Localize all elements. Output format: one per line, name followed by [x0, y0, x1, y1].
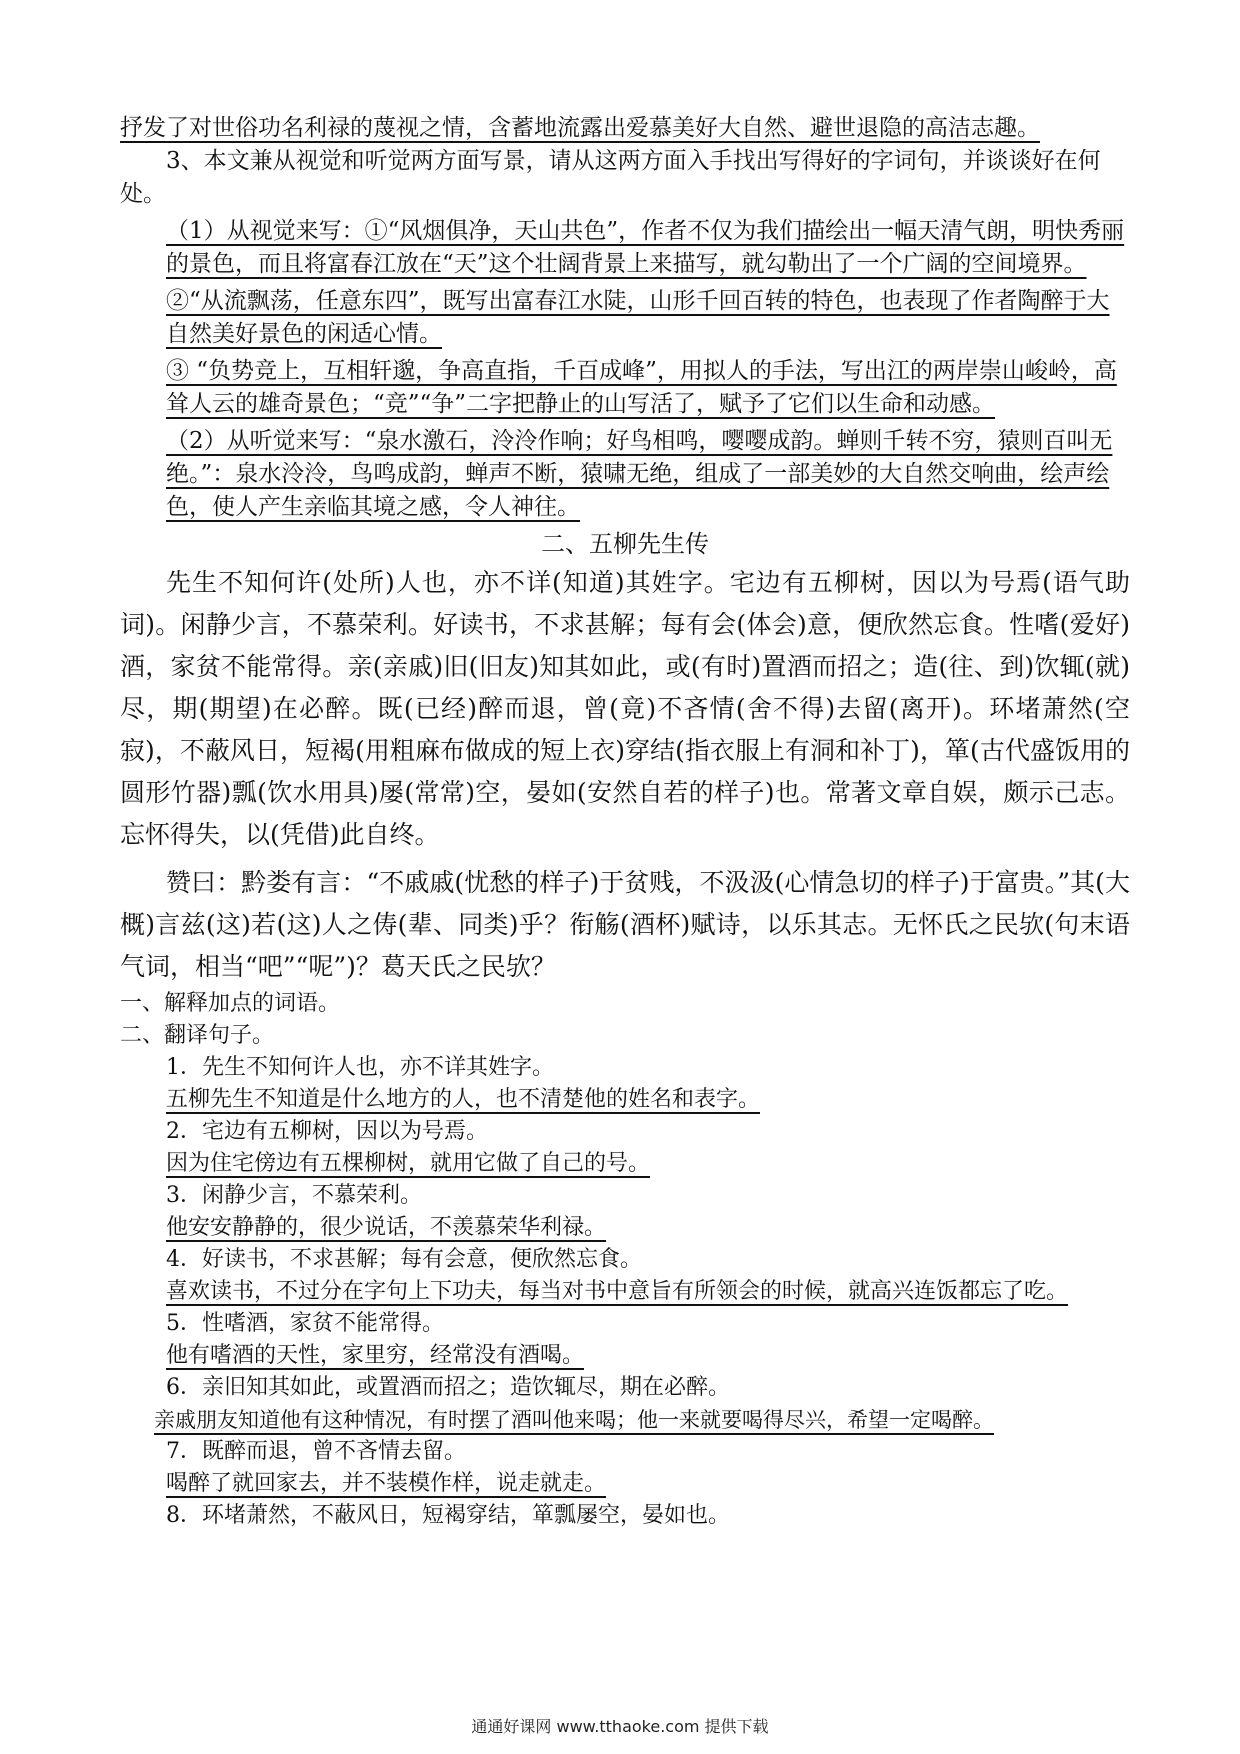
- question-item-7: 7．既醉而退，曾不吝情去留。: [166, 1439, 466, 1464]
- answer-item-7: 喝醉了就回家去，并不装模作样，说走就走。: [166, 1471, 607, 1496]
- answer-item-4: 喜欢读书，不过分在字句上下功夫，每当对书中意旨有所领会的时候，就高兴连饭都忘了吃。: [166, 1279, 1069, 1304]
- task-explain: 一、解释加点的词语。: [120, 991, 341, 1016]
- visual-answer-1: （1）从视觉来写：①“风烟俱净，天山共色”，作者不仅为我们描绘出一幅天清气朗，明快秀丽的景色，而且将富春江放在“天”这个壮阔背景上来描写，就勾勒出了一个广阔的空间境界。: [166, 218, 1125, 277]
- question-item-3: 3．闲静少言，不慕荣利。: [166, 1183, 422, 1208]
- article-text: [120, 562, 1130, 988]
- answer-item-3: 他安安静静的，很少说话，不羡慕荣华利禄。: [166, 1215, 607, 1240]
- answer-item-1: 五柳先生不知道是什么地方的人，也不清楚他的姓名和表字。: [166, 1087, 761, 1112]
- question-item-8: 8．环堵萧然，不蔽风日，短褐穿结，箪瓢屡空，晏如也。: [166, 1503, 730, 1528]
- question-item-1: 1．先生不知何许人也，亦不详其姓字。: [166, 1055, 554, 1080]
- answer-item-2: 因为住宅傍边有五棵柳树，就用它做了自己的号。: [166, 1151, 651, 1176]
- section-title: 二、五柳先生传: [541, 530, 709, 558]
- question-3: 3、本文兼从视觉和听觉两方面写景，请从这两方面入手找出写得好的字词句，并谈谈好在何处。: [120, 148, 1101, 207]
- article-paragraph-1: 先生不知何许(处所)人也，亦不详(知道)其姓字。宅边有五柳树，因以为号焉(语气助词)。闲静少言，不慕荣利。好读书，不求甚解；每有会(体会)意，便欣然忘食。性嗜(爱好)酒，家贫不能常得。亲(亲戚)旧(旧友)知其如此，或(有时)置酒而招之；造(往、到)饮辄(就)尽，期(期望)在必醉。既(已经)醉而退，曾(竟)不吝情(舍不得)去留(离开)。环堵萧然(空寂)，不蔽风日，短褐(用粗麻布做成的短上衣)穿结(指衣服上有洞和补丁)，箪(古代盛饭用的圆形竹器)瓢(饮水用具)屡(常常)空，晏如(安然自若的样子)也。常著文章自娱，颇示己志。忘怀得失，以(凭借)此自终。: [120, 568, 1130, 849]
- question-item-4: 4．好读书，不求甚解；每有会意，便欣然忘食。: [166, 1247, 642, 1272]
- answer-line-1: 抒发了对世俗功名利禄的蔑视之情，含蓄地流露出爱慕美好大自然、避世退隐的高洁志趣。: [120, 115, 1040, 141]
- answer-item-6: 亲戚朋友知道他有这种情况，有时摆了酒叫他来喝；他一来就要喝得尽兴，希望一定喝醉。: [154, 1408, 994, 1432]
- exercise-list: [120, 988, 1130, 1532]
- answer-item-5: 他有嗜酒的天性，家里穷，经常没有酒喝。: [166, 1343, 585, 1368]
- article-paragraph-2: 赞曰：黔娄有言：“不戚戚(忧愁的样子)于贫贱，不汲汲(心情急切的样子)于富贵。”其(大概)言兹(这)若(这)人之俦(辈、同类)乎？衔觞(酒杯)赋诗，以乐其志。无怀氏之民欤(句末语气词，相当“吧”“呢”)？葛天氏之民欤？: [120, 868, 1130, 981]
- page-footer: 通通好课网 www.tthaoke.com 提供下载: [471, 1717, 769, 1736]
- answer-block-previous: [120, 112, 1130, 524]
- question-item-6: 6．亲旧知其如此，或置酒而招之；造饮辄尽，期在必醉。: [166, 1375, 730, 1400]
- auditory-answer: （2）从听觉来写：“泉水激石，泠泠作响；好鸟相鸣，嘤嘤成韵。蝉则千转不穷，猿则百叫无绝。”：泉水泠泠，鸟鸣成韵，蝉声不断，猿啸无绝，组成了一部美妙的大自然交响曲，绘声绘色，使人产生亲临其境之感，令人神往。: [166, 428, 1113, 520]
- visual-answer-2: ②“从流飘荡，任意东四”，既写出富春江水陡，山形千回百转的特色，也表现了作者陶醉于大自然美好景色的闲适心情。: [166, 288, 1110, 347]
- question-item-2: 2．宅边有五柳树，因以为号焉。: [166, 1119, 488, 1144]
- visual-answer-3: ③ “负势竞上，互相轩邈，争高直指，千百成峰”，用拟人的手法，写出江的两岸崇山峻岭，高耸人云的雄奇景色；“竞”“争”二字把静止的山写活了，赋予了它们以生命和动感。: [166, 358, 1117, 417]
- question-item-5: 5．性嗜酒，家贫不能常得。: [166, 1311, 444, 1336]
- task-translate: 二、翻译句子。: [120, 1023, 275, 1048]
